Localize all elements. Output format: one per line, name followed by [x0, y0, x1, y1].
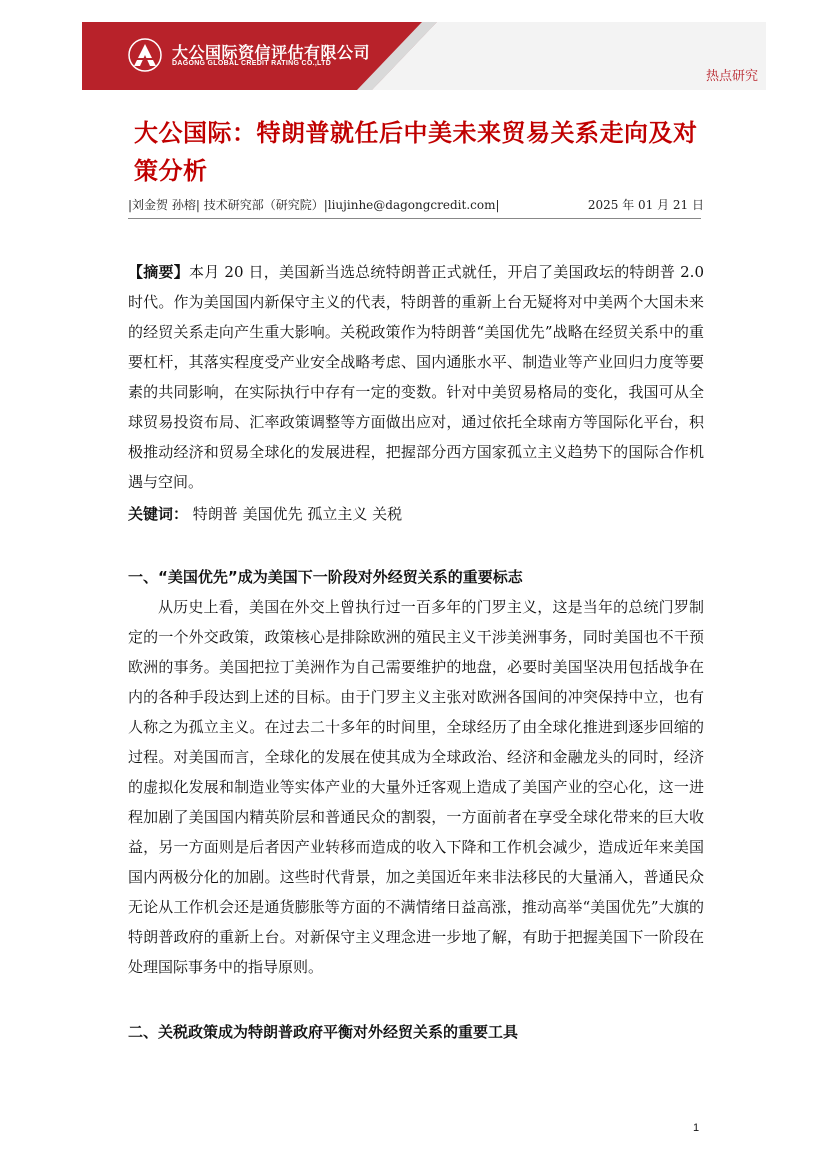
dagong-logo-icon	[128, 38, 162, 72]
section-tag: 热点研究	[705, 69, 758, 84]
abstract-label: 【摘要】	[128, 263, 189, 281]
byline-authors: |刘金贺 孙榕| 技术研究部（研究院）|liujinhe@dagongcredit.com|	[128, 198, 500, 212]
byline	[128, 196, 704, 213]
page-number: 1	[693, 1122, 700, 1134]
brand-name-cn: 大公国际资信评估有限公司	[172, 43, 371, 62]
keywords-label: 关键词：	[128, 505, 189, 523]
section-1-paragraph: 从历史上看，美国在外交上曾执行过一百多年的门罗主义，这是当年的总统门罗制定的一个外交政策，政策核心是排除欧洲的殖民主义干涉美洲事务，同时美国也不干预欧洲的事务。美国把拉丁美洲作为自己需要维护的地盘，必要时美国坚决用包括战争在内的各种手段达到上述的目标。由于门罗主义主张对欧洲各国间的冲突保持中立，也有人称之为孤立主义。在过去二十多年的时间里，全球经历了由全球化推进到逐步回缩的过程。对美国而言，全球化的发展在使其成为全球政治、经济和金融龙头的同时，经济的虚拟化发展和制造业等实体产业的大量外迁客观上造成了美国产业的空心化，这一进程加剧了美国国内精英阶层和普通民众的割裂，一方面前者在享受全球化带来的巨大收益，另一方面则是后者因产业转移而造成的收入下降和工作机会减少，造成近年来美国国内两极分化的加剧。这些时代背景，加之美国近年来非法移民的大量涌入，普通民众无论从工作机会还是通货膨胀等方面的不满情绪日益高涨，推动高举“美国优先”大旗的特朗普政府的重新上台。对新保守主义理念进一步地了解，有助于把握美国下一阶段在处理国际事务中的指导原则。	[128, 598, 704, 976]
keywords	[128, 503, 402, 524]
abstract	[128, 257, 704, 497]
section-2-heading: 二、关税政策成为特朗普政府平衡对外经贸关系的重要工具	[128, 1023, 519, 1041]
abstract-text: 本月 20 日，美国新当选总统特朗普正式就任，开启了美国政坛的特朗普 2.0 时代。作为美国国内新保守主义的代表，特朗普的重新上台无疑将对中美两个大国未来的经贸关系走向产生重大影响。关税政策作为特朗普“美国优先”战略在经贸关系中的重要杠杆，其落实程度受产业安全战略考虑、国内通胀水平、制造业等产业回归力度等要素的共同影响，在实际执行中存有一定的变数。针对中美贸易格局的变化，我国可从全球贸易投资布局、汇率政策调整等方面做出应对，通过依托全球南方等国际化平台，积极推动经济和贸易全球化的发展进程，把握部分西方国家孤立主义趋势下的国际合作机遇与空间。	[128, 263, 704, 491]
byline-divider	[128, 218, 701, 219]
byline-date: 2025 年 01 月 21 日	[587, 198, 704, 212]
keywords-text: 特朗普 美国优先 孤立主义 关税	[192, 505, 403, 523]
brand-name-en: DAGONG GLOBAL CREDIT RATING CO.,LTD	[172, 60, 332, 67]
page-title: 大公国际：特朗普就任后中美未来贸易关系走向及对策分析	[134, 119, 698, 185]
section-1-heading: 一、“美国优先”成为美国下一阶段对外经贸关系的重要标志	[128, 568, 523, 586]
